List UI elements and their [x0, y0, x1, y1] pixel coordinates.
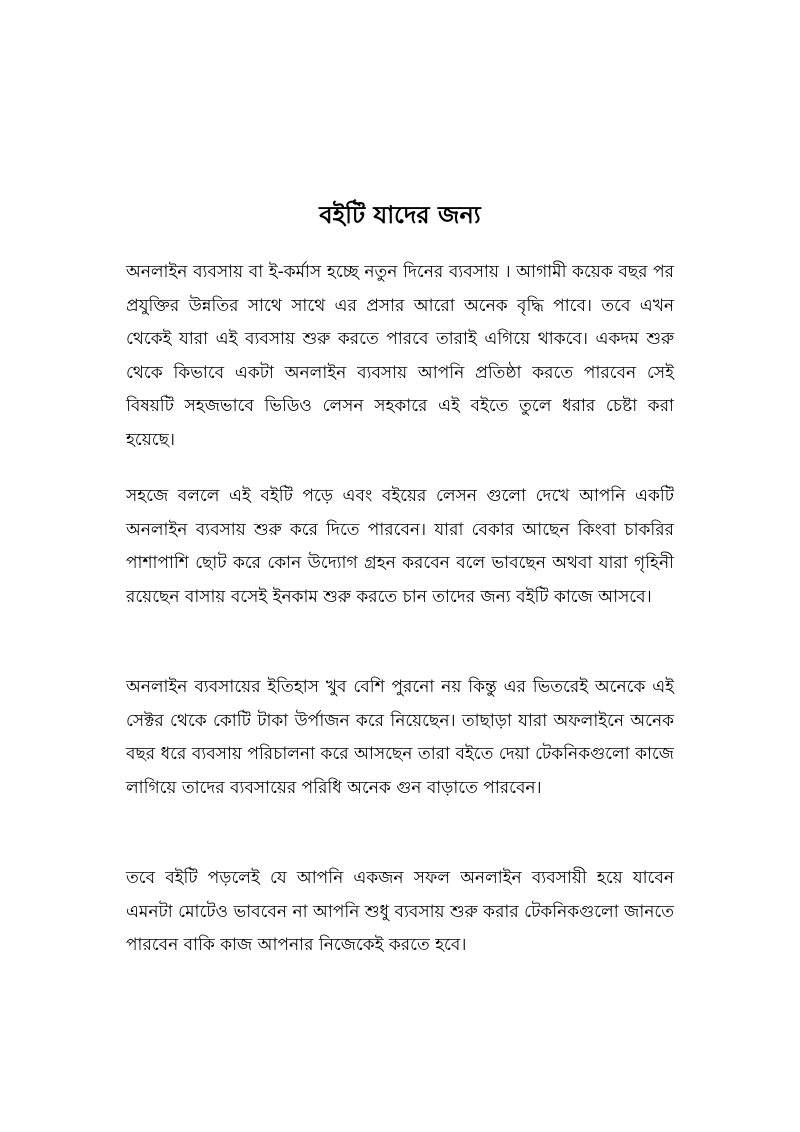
- page-title: বইটি যাদের জন্য: [319, 201, 481, 229]
- paragraph-2: সহজে বললে এই বইটি পড়ে এবং বইয়ের লেসন গুলো দেখে আপনি একটি অনলাইন ব্যবসায় শুরু করে দিতে পারবেন। যারা বেকার আছেন কিংবা চাকরির পাশাপাশি ছোট করে কোন উদ্যোগ গ্রহন করবেন বলে ভাবছেন অথবা যারা গৃহিনী রয়েছেন বাসায় বসেই ইনকাম শুরু করতে চান তাদের জন্য বইটি কাজে আসবে।: [126, 486, 674, 607]
- paragraph-4: তবে বইটি পড়লেই যে আপনি একজন সফল অনলাইন ব্যবসায়ী হয়ে যাবেন এমনটা মোটেও ভাববেন না আপনি শুধু ব্যবসায় শুরু করার টেকনিকগুলো জানতে পারবেন বাকি কাজ আপনার নিজেকেই করতে হবে।: [126, 868, 674, 955]
- paragraph-1: অনলাইন ব্যবসায় বা ই-কর্মাস হচ্ছে নতুন দিনের ব্যবসায় । আগামী কয়েক বছর পর প্রযুক্তির উন্নতির সাথে সাথে এর প্রসার আরো অনেক বৃদ্ধি পাবে। তবে এখন থেকেই যারা এই ব্যবসায় শুরু করতে পারবে তারাই এগিয়ে থাকবে। একদম শুরু থেকে কিভাবে একটা অনলাইন ব্যবসায় আপনি প্রতিষ্ঠা করতে পারবেন সেই বিষয়টি সহজভাবে ভিডিও লেসন সহকারে এই বইতে তুলে ধরার চেষ্টা করা হয়েছে।: [126, 262, 674, 450]
- paragraph-3: অনলাইন ব্যবসায়ের ইতিহাস খুব বেশি পুরনো নয় কিন্তু এর ভিতরেই অনেকে এই সেক্টর থেকে কোটি টাকা উর্পাজন করে নিয়েছেন। তাছাড়া যারা অফলাইনে অনেক বছর ধরে ব্যবসায় পরিচালনা করে আসছেন তারা বইতে দেয়া টেকনিকগুলো কাজে লাগিয়ে তাদের ব্যবসায়ের পরিধি অনেক গুন বাড়াতে পারবেন।: [126, 677, 674, 798]
